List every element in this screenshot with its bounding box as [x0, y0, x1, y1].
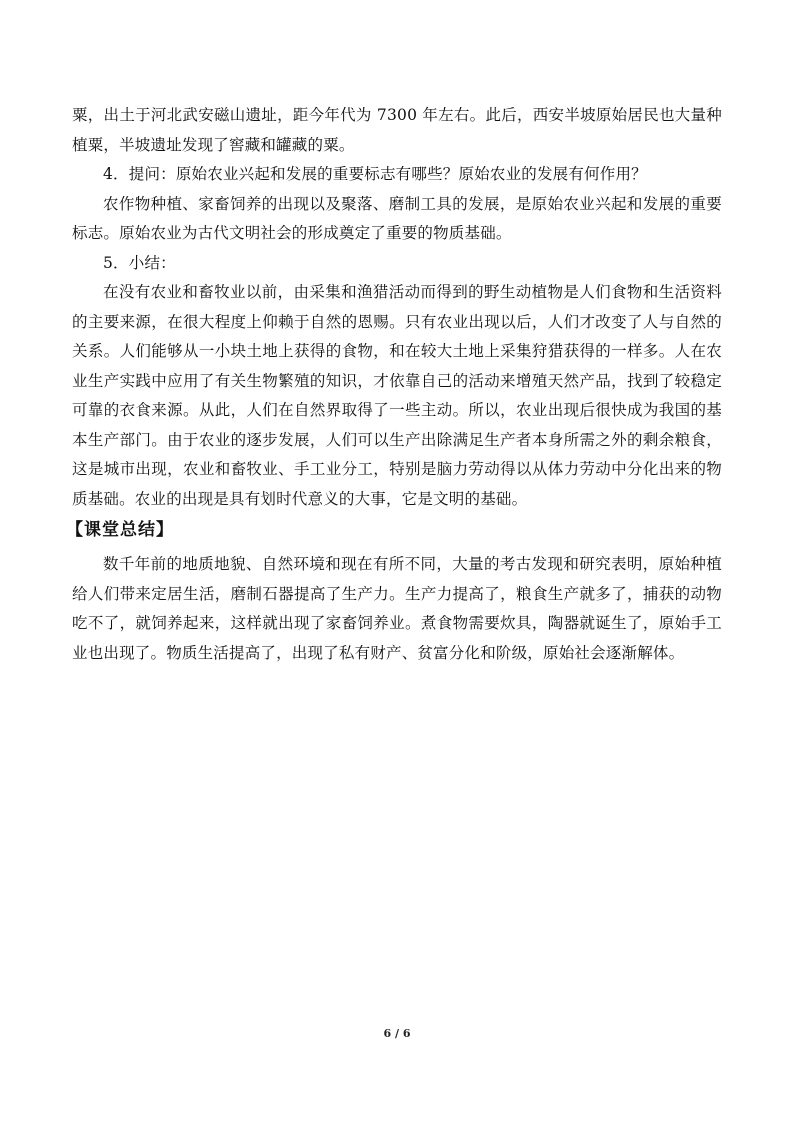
paragraph-answer-4: 农作物种植、家畜饲养的出现以及聚落、磨制工具的发展，是原始农业兴起和发展的重要标志。原始农业为古代文明社会的形成奠定了重要的物质基础。: [72, 194, 722, 242]
paragraph-summary-label: 5．小结：: [103, 253, 176, 272]
paragraph-summary-text: 在没有农业和畜牧业以前，由采集和渔猎活动而得到的野生动植物是人们食物和生活资料的主要来源，在很大程度上仰赖于自然的恩赐。只有农业出现以后，人们才改变了人与自然的关系。人们能够从一小块土地上获得的食物，和在较大土地上采集狩猎获得的一样多。人在农业生产实践中应用了有关生物繁殖的知识，才依靠自己的活动来增殖天然产品，找到了较稳定可靠的衣食来源。从此，人们在自然界取得了一些主动。所以，农业出现后很快成为我国的基本生产部门。由于农业的逐步发展，人们可以生产出除满足生产者本身所需之外的剩余粮食，这是城市出现，农业和畜牧业、手工业分工，特别是脑力劳动得以从体力劳动中分化出来的物质基础。农业的出现是具有划时代意义的大事，它是文明的基础。: [72, 283, 722, 508]
document-body: [66, 101, 722, 668]
page-number: 6 / 6: [383, 1027, 411, 1040]
section-heading-class-summary: 【课堂总结】: [66, 520, 174, 540]
paragraph-question-4: 4．提问：原始农业兴起和发展的重要标志有哪些？原始农业的发展有何作用？: [103, 165, 647, 183]
paragraph-millet-origin: 粟，出土于河北武安磁山遗址，距今年代为 7300 年左右。此后，西安半坡原始居民也大量种植粟，半坡遗址发现了窖藏和罐藏的粟。: [72, 106, 722, 154]
paragraph-class-summary: 数千年前的地质地貌、自然环境和现在有所不同，大量的考古发现和研究表明，原始种植给人们带来定居生活，磨制石器提高了生产力。生产力提高了，粮食生产就多了，捕获的动物吃不了，就饲养起来，这样就出现了家畜饲养业。煮食物需要炊具，陶器就诞生了，原始手工业也出现了。物质生活提高了，出现了私有财产、贫富分化和阶级，原始社会逐渐解体。: [72, 555, 722, 662]
